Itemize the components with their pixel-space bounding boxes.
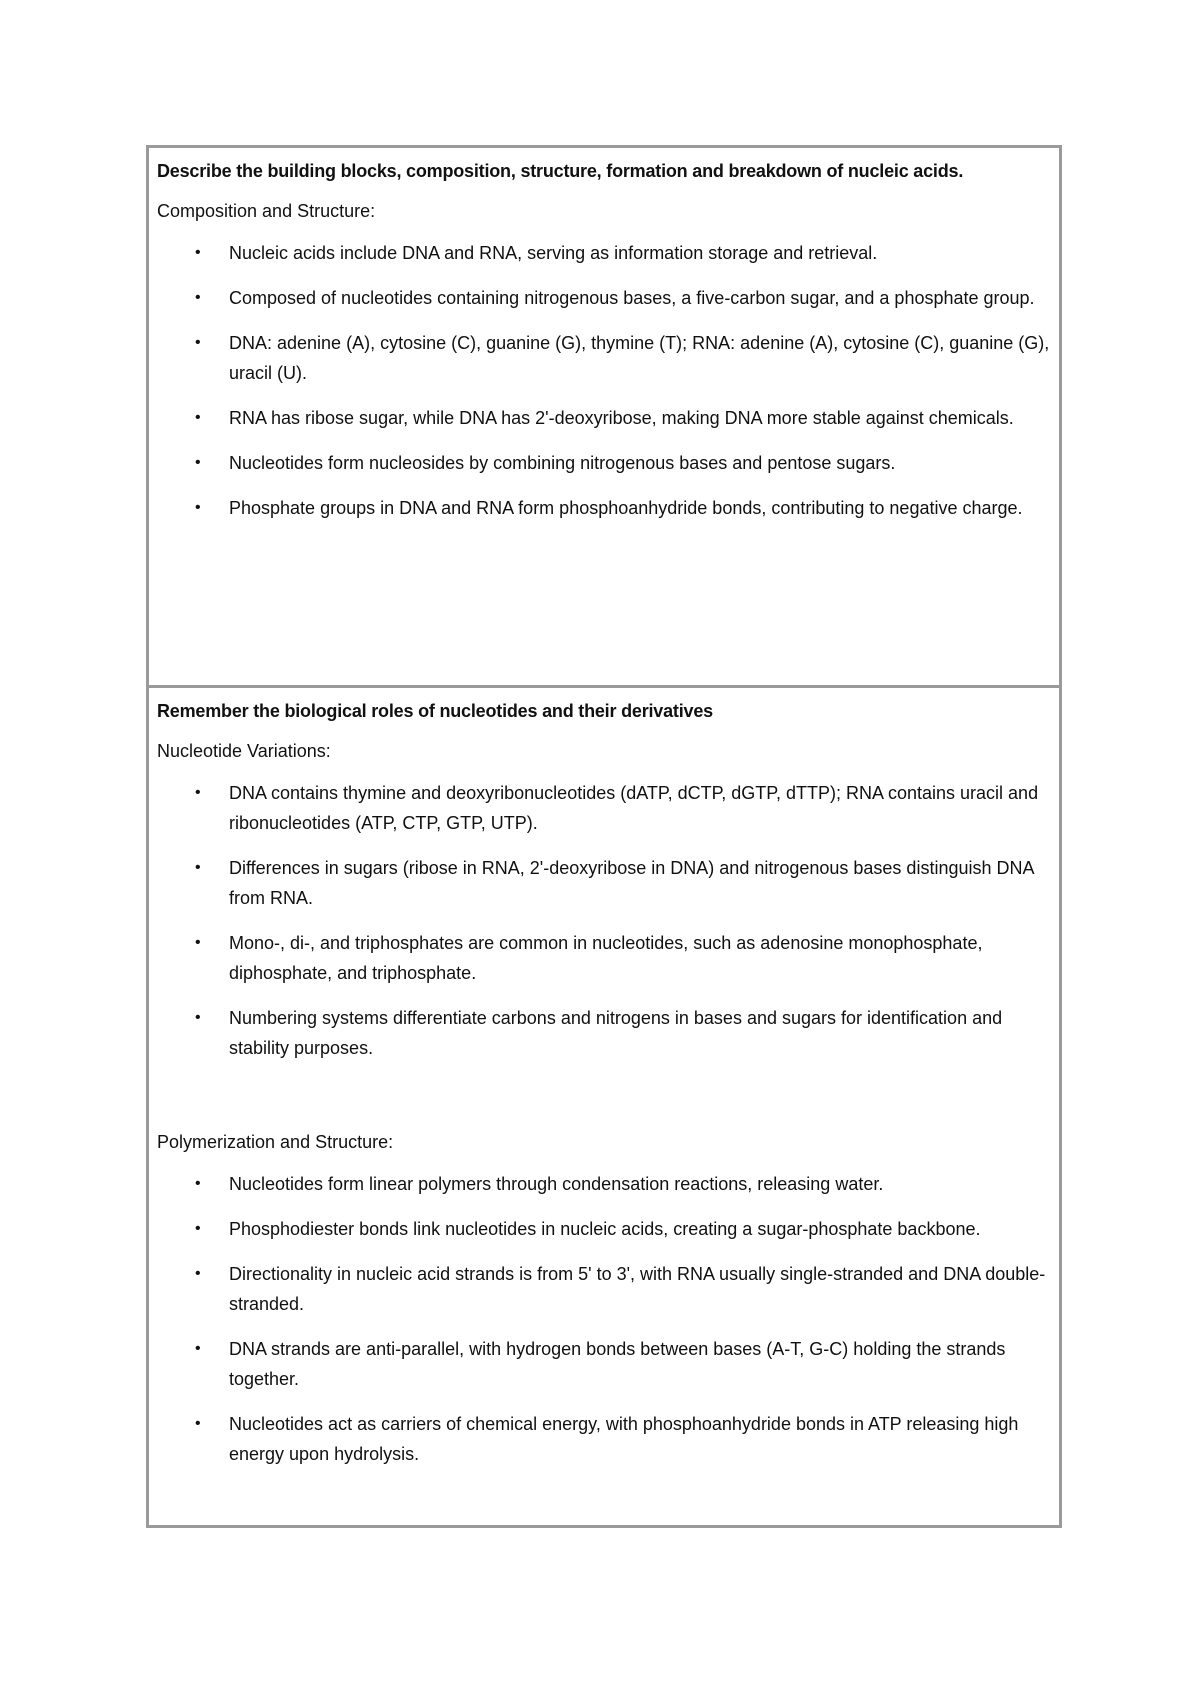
list-item: • Composed of nucleotides containing nitrogenous bases, a five-carbon sugar, and a phosphate group.: [157, 283, 1051, 313]
bullet-icon: •: [195, 454, 201, 471]
bullet-icon: •: [195, 784, 201, 801]
table-cell-biological-roles: [149, 685, 1059, 1525]
section-subheading: Composition and Structure:: [157, 201, 376, 221]
bullet-list: [157, 238, 1051, 523]
bullet-list: [157, 778, 1051, 1063]
bullet-icon: •: [195, 499, 201, 516]
bullet-icon: •: [195, 1009, 201, 1026]
list-item: • Differences in sugars (ribose in RNA, 2'-deoxyribose in DNA) and nitrogenous bases distinguish DNA from RNA.: [157, 853, 1051, 913]
bullet-icon: •: [195, 1175, 201, 1192]
notes-table: [146, 145, 1062, 1528]
bullet-icon: •: [195, 1265, 201, 1282]
section-heading: Remember the biological roles of nucleotides and their derivatives: [157, 701, 713, 721]
list-item: • Nucleotides form nucleosides by combining nitrogenous bases and pentose sugars.: [157, 448, 1051, 478]
list-item: • Numbering systems differentiate carbons and nitrogens in bases and sugars for identification and stability purposes.: [157, 1003, 1051, 1063]
bullet-icon: •: [195, 859, 201, 876]
bullet-icon: •: [195, 289, 201, 306]
list-item: • Phosphate groups in DNA and RNA form phosphoanhydride bonds, contributing to negative charge.: [157, 493, 1051, 523]
list-item: • Mono-, di-, and triphosphates are common in nucleotides, such as adenosine monophosphate, diphosphate, and triphosphate.: [157, 928, 1051, 988]
bullet-icon: •: [195, 409, 201, 426]
bullet-icon: •: [195, 244, 201, 261]
section-subheading: Nucleotide Variations:: [157, 741, 331, 761]
list-item: • Directionality in nucleic acid strands is from 5' to 3', with RNA usually single-stranded and DNA double-stranded.: [157, 1259, 1051, 1319]
list-item: • DNA strands are anti-parallel, with hydrogen bonds between bases (A-T, G-C) holding the strands together.: [157, 1334, 1051, 1394]
list-item: • DNA: adenine (A), cytosine (C), guanine (G), thymine (T); RNA: adenine (A), cytosine (C), guanine (G), uracil (U).: [157, 328, 1051, 388]
list-item: • Nucleotides form linear polymers through condensation reactions, releasing water.: [157, 1169, 1051, 1199]
list-item: • DNA contains thymine and deoxyribonucleotides (dATP, dCTP, dGTP, dTTP); RNA contains uracil and ribonucleotides (ATP, CTP, GTP, UTP).: [157, 778, 1051, 838]
list-item: • Nucleic acids include DNA and RNA, serving as information storage and retrieval.: [157, 238, 1051, 268]
bullet-icon: •: [195, 334, 201, 351]
section-subheading: Polymerization and Structure:: [157, 1132, 394, 1152]
bullet-icon: •: [195, 1220, 201, 1237]
list-item: • Phosphodiester bonds link nucleotides in nucleic acids, creating a sugar-phosphate backbone.: [157, 1214, 1051, 1244]
list-item: • Nucleotides act as carriers of chemical energy, with phosphoanhydride bonds in ATP releasing high energy upon hydrolysis.: [157, 1409, 1051, 1469]
bullet-icon: •: [195, 1415, 201, 1432]
bullet-list: [157, 1169, 1051, 1469]
bullet-icon: •: [195, 934, 201, 951]
bullet-icon: •: [195, 1340, 201, 1357]
table-cell-composition: [149, 148, 1059, 685]
list-item: • RNA has ribose sugar, while DNA has 2'-deoxyribose, making DNA more stable against chemicals.: [157, 403, 1051, 433]
section-heading: Describe the building blocks, composition, structure, formation and breakdown of nucleic acids.: [157, 161, 964, 181]
